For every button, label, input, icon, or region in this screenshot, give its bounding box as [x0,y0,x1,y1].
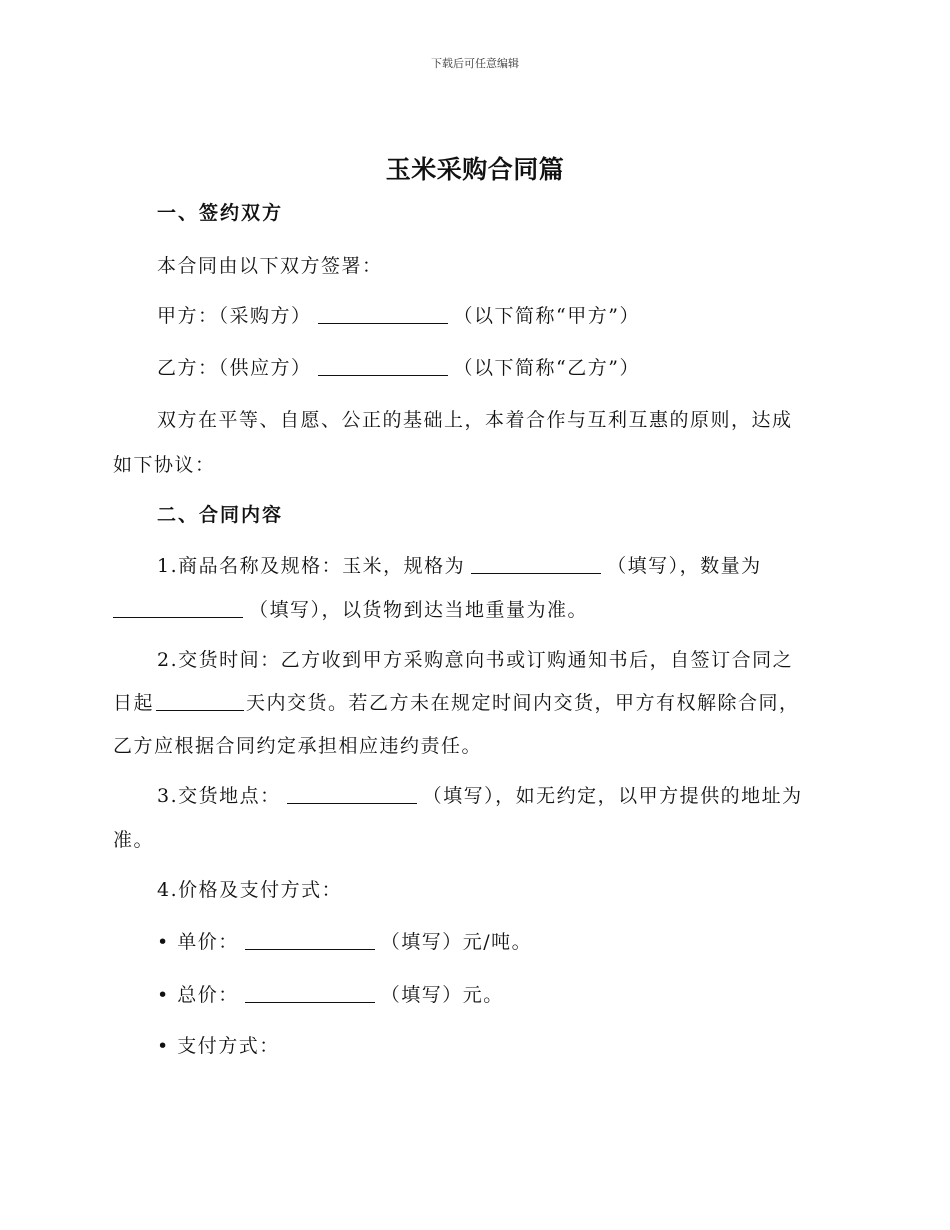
unit-price-line [157,927,532,954]
agreement-text-line1: 双方在平等、自愿、公正的基础上，本着合作与互利互惠的原则，达成 [157,409,793,431]
item3-line1 [157,781,803,808]
total-price-line [157,980,504,1007]
party-b-blank[interactable] [318,357,448,376]
quantity-blank[interactable] [113,599,243,618]
payment-method-line: • 支付方式： [157,1035,280,1057]
page-header-note: 下载后可任意编辑 [431,57,519,70]
document-title: 玉米采购合同篇 [385,155,565,184]
item2-line3: 乙方应根据合同约定承担相应违约责任。 [113,735,483,757]
item4-heading: 4.价格及支付方式： [157,879,343,901]
item1-line1 [157,551,762,578]
section-heading-parties: 一、签约双方 [157,202,284,224]
intro-text: 本合同由以下双方签署： [157,255,383,277]
item1-line2 [107,595,588,622]
party-b-line [157,353,640,380]
item1-spec-label: 1.商品名称及规格：玉米，规格为 [157,555,466,577]
party-a-suffix: （以下简称“甲方”） [453,305,640,327]
item3-line2: 准。 [113,829,155,851]
party-b-suffix: （以下简称“乙方”） [453,357,640,379]
unit-price-suffix: （填写）元/吨。 [380,931,533,953]
delivery-location-blank[interactable] [287,785,417,804]
party-b-label: 乙方：（供应方） [157,357,312,379]
party-a-line [157,301,640,328]
item1-quantity-label: （填写），数量为 [607,555,762,577]
item3-label: 3.交货地点： [157,785,281,807]
item2-days-suffix: 天内交货。若乙方未在规定时间内交货，甲方有权解除合同， [246,692,800,714]
party-a-blank[interactable] [318,305,448,324]
total-price-blank[interactable] [245,984,375,1003]
days-blank[interactable] [156,692,244,711]
item2-line1: 2.交货时间：乙方收到甲方采购意向书或订购通知书后，自签订合同之 [157,649,794,671]
total-price-label: • 总价： [157,984,239,1006]
item2-line2 [113,688,800,715]
item3-suffix: （填写），如无约定，以甲方提供的地址为 [422,785,803,807]
item1-quantity-suffix: （填写），以货物到达当地重量为准。 [249,599,589,621]
item2-days-prefix: 日起 [113,692,155,714]
total-price-suffix: （填写）元。 [380,984,504,1006]
unit-price-label: • 单价： [157,931,239,953]
agreement-text-line2: 如下协议： [113,454,216,476]
unit-price-blank[interactable] [245,931,375,950]
section-heading-content: 二、合同内容 [157,504,284,526]
party-a-label: 甲方：（采购方） [157,305,312,327]
spec-blank[interactable] [471,555,601,574]
